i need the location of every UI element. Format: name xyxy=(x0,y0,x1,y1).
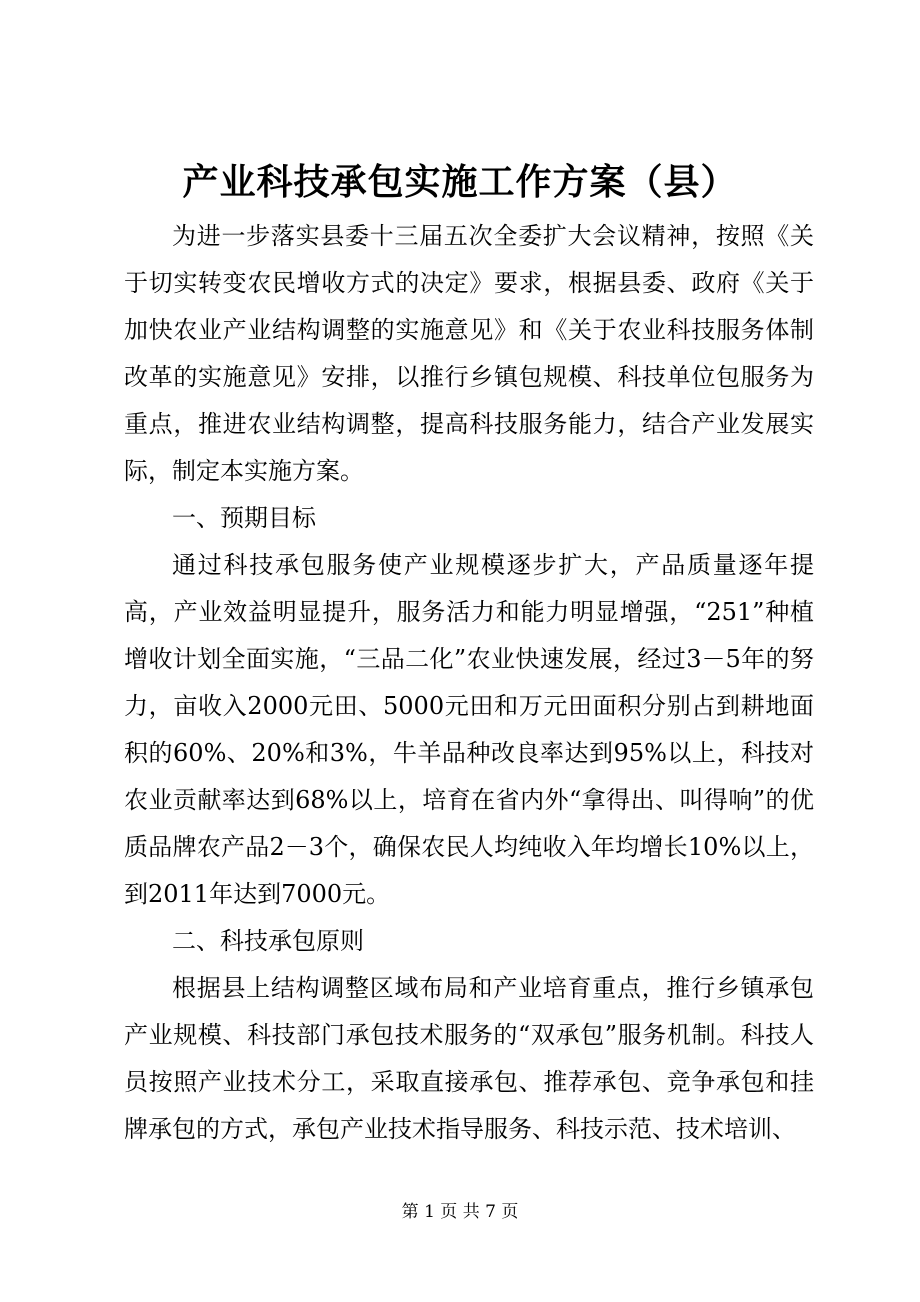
principles-paragraph: 根据县上结构调整区域布局和产业培育重点，推行乡镇承包产业规模、科技部门承包技术服务的“双承包”服务机制。科技人员按照产业技术分工，采取直接承包、推荐承包、竞争承包和挂牌承包的方式，承包产业技术指导服务、科技示范、技术培训、 xyxy=(124,974,814,1143)
document-title: 产业科技承包实施工作方案（县） xyxy=(182,161,738,203)
intro-paragraph: 为进一步落实县委十三届五次全委扩大会议精神，按照《关于切实转变农民增收方式的决定》要求，根据县委、政府《关于加快农业产业结构调整的实施意见》和《关于农业科技服务体制改革的实施意见》安排，以推行乡镇包规模、科技单位包服务为重点，推进农业结构调整，提高科技服务能力，结合产业发展实际，制定本实施方案。 xyxy=(124,222,814,485)
goals-paragraph: 通过科技承包服务使产业规模逐步扩大，产品质量逐年提高，产业效益明显提升，服务活力和能力明显增强，“251”种植增收计划全面实施，“三品二化”农业快速发展，经过3－5年的努力，亩收入2000元田、5000元田和万元田面积分别占到耕地面积的60%、20%和3%，牛羊品种改良率达到95%以上，科技对农业贡献率达到68%以上，培育在省内外“拿得出、叫得响”的优质品牌农产品2－3个，确保农民人均纯收入年均增长10%以上，到2011年达到7000元。 xyxy=(124,551,814,908)
section-heading-principles: 二、科技承包原则 xyxy=(172,927,364,955)
section-heading-goals: 一、预期目标 xyxy=(172,504,316,532)
page-number-footer: 第 1 页 共 7 页 xyxy=(401,1202,519,1222)
document-body xyxy=(124,213,814,1153)
